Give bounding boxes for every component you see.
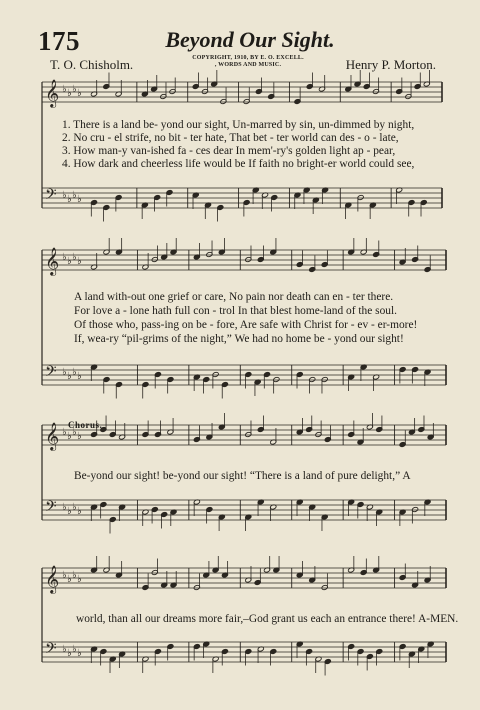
flat-icon: ♭ bbox=[77, 256, 82, 267]
flat-icon: ♭ bbox=[67, 574, 72, 585]
flat-icon: ♭ bbox=[62, 427, 67, 438]
flat-icon: ♭ bbox=[62, 190, 67, 201]
flat-icon: ♭ bbox=[77, 371, 82, 382]
flat-icon: ♭ bbox=[77, 431, 82, 442]
copyright-line-2: , WORDS AND MUSIC. bbox=[214, 62, 282, 68]
author-credit: Henry P. Morton. bbox=[345, 57, 436, 72]
bass-clef-icon: 𝄢 bbox=[45, 498, 57, 519]
flat-icon: ♭ bbox=[62, 502, 67, 513]
chorus-line-1: Be-yond our sight! be-yond our sight! “There is a land of pure delight,” A bbox=[74, 470, 411, 482]
verse-line-2-2: For love a - lone hath full con - trol In that blest home-land of the soul. bbox=[74, 305, 397, 317]
flat-icon: ♭ bbox=[72, 252, 77, 263]
verse-line-1-1: 1. There is a land be- yond our sight, Un-marred by sin, un-dimmed by night, bbox=[62, 119, 415, 131]
verse-line-1-2: 2. No cru - el strife, no bit - ter hate, That bet - ter world can des - o - late, bbox=[62, 132, 399, 144]
flat-icon: ♭ bbox=[77, 506, 82, 517]
copyright-line-1: COPYRIGHT, 1910, BY E. O. EXCELL. bbox=[192, 55, 304, 61]
flat-icon: ♭ bbox=[67, 88, 72, 99]
flat-icon: ♭ bbox=[67, 506, 72, 517]
flat-icon: ♭ bbox=[77, 574, 82, 585]
treble-clef-icon: 𝄞 bbox=[45, 247, 60, 275]
flat-icon: ♭ bbox=[77, 88, 82, 99]
flat-icon: ♭ bbox=[67, 431, 72, 442]
hymn-title: Beyond Our Sight. bbox=[165, 27, 335, 52]
flat-icon: ♭ bbox=[72, 644, 77, 655]
flat-icon: ♭ bbox=[72, 367, 77, 378]
treble-clef-icon: 𝄞 bbox=[45, 422, 60, 450]
chorus-label: Chorus. bbox=[68, 420, 103, 430]
flat-icon: ♭ bbox=[72, 190, 77, 201]
bass-clef-icon: 𝄢 bbox=[45, 186, 57, 207]
flat-icon: ♭ bbox=[77, 194, 82, 205]
flat-icon: ♭ bbox=[62, 84, 67, 95]
hymn-number: 175 bbox=[38, 26, 80, 56]
flat-icon: ♭ bbox=[72, 570, 77, 581]
flat-icon: ♭ bbox=[72, 84, 77, 95]
flat-icon: ♭ bbox=[62, 252, 67, 263]
bass-clef-icon: 𝄢 bbox=[45, 363, 57, 384]
flat-icon: ♭ bbox=[77, 648, 82, 659]
treble-clef-icon: 𝄞 bbox=[45, 565, 60, 593]
verse-line-2-3: Of those who, pass-ing on be - fore, Are safe with Christ for - ev - er-more! bbox=[74, 319, 418, 331]
flat-icon: ♭ bbox=[67, 648, 72, 659]
flat-icon: ♭ bbox=[72, 427, 77, 438]
flat-icon: ♭ bbox=[67, 256, 72, 267]
flat-icon: ♭ bbox=[62, 367, 67, 378]
flat-icon: ♭ bbox=[72, 502, 77, 513]
verse-line-1-4: 4. How dark and cheerless life would be If faith no bright-er world could see, bbox=[62, 158, 415, 170]
verse-line-1-3: 3. How man-y van-ished fa - ces dear In mem'-ry's golden light ap - pear, bbox=[62, 145, 396, 157]
verse-line-2-1: A land with-out one grief or care, No pain nor death can en - ter there. bbox=[74, 291, 394, 303]
chorus-line-2: world, than all our dreams more fair,–God grant us each an entrance there! A-MEN. bbox=[76, 613, 459, 625]
flat-icon: ♭ bbox=[62, 570, 67, 581]
treble-clef-icon: 𝄞 bbox=[45, 79, 60, 107]
flat-icon: ♭ bbox=[62, 644, 67, 655]
flat-icon: ♭ bbox=[67, 371, 72, 382]
flat-icon: ♭ bbox=[67, 194, 72, 205]
verse-line-2-4: If, wea-ry “pil-grims of the night,” We had no home be - yond our sight! bbox=[74, 333, 404, 345]
composer-credit: T. O. Chisholm. bbox=[50, 57, 134, 72]
bass-clef-icon: 𝄢 bbox=[45, 640, 57, 661]
